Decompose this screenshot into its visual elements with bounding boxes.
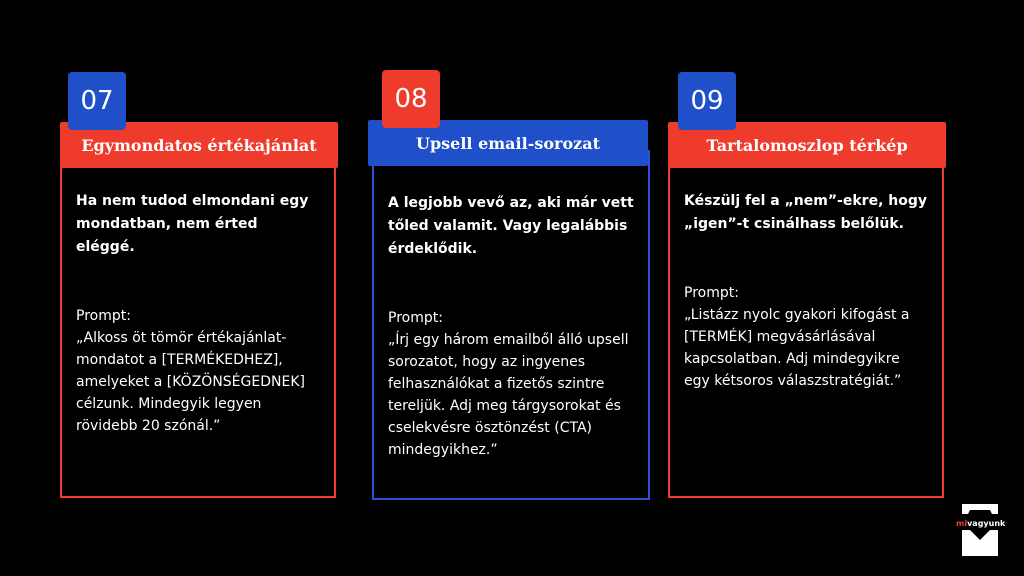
- card-09-number: 09: [678, 72, 736, 130]
- card-body: [684, 190, 928, 392]
- card-lead: Ha nem tudod elmondani egy mondatban, nem érted eléggé.: [76, 193, 309, 255]
- card-07-title: Egymondatos értékajánlat: [60, 122, 338, 168]
- brand-logo-text: mivagyunk: [956, 519, 1006, 528]
- card-08-number: 08: [382, 70, 440, 128]
- card-09-title: Tartalomoszlop térkép: [668, 122, 946, 168]
- card-08-title: Upsell email-sorozat: [368, 120, 648, 166]
- card-07: [60, 148, 336, 498]
- prompt-label: Prompt:: [684, 285, 739, 301]
- card-body: [388, 192, 634, 461]
- prompt-text: „Alkoss öt tömör értékajánlat-mondatot a [TERMÉKEDHEZ], amelyeket a [KÖZÖNSÉGEDNEK] célzunk. Mindegyik legyen rövidebb 20 szónál.”: [76, 330, 305, 434]
- card-08: [372, 150, 650, 500]
- prompt-text: „Írj egy három emailből álló upsell sorozatot, hogy az ingyenes felhasználókat a fizetős szintre tereljük. Adj meg tárgysorokat és cselekvésre ösztönzést (CTA) mindegyikhez.”: [388, 332, 629, 458]
- card-lead: Készülj fel a „nem”-ekre, hogy „igen”-t csinálhass belőlük.: [684, 193, 927, 232]
- prompt-text: „Listázz nyolc gyakori kifogást a [TERMÉK] megvásárlásával kapcsolatban. Adj mindegyikre egy kétsoros válaszstratégiát.”: [684, 307, 910, 389]
- prompt-label: Prompt:: [76, 308, 131, 324]
- card-09: [668, 148, 944, 498]
- card-lead: A legjobb vevő az, aki már vett tőled valamit. Vagy legalábbis érdeklődik.: [388, 195, 634, 257]
- prompt-label: Prompt:: [388, 310, 443, 326]
- card-07-number: 07: [68, 72, 126, 130]
- brand-logo-icon: [956, 500, 1004, 558]
- card-body: [76, 190, 320, 437]
